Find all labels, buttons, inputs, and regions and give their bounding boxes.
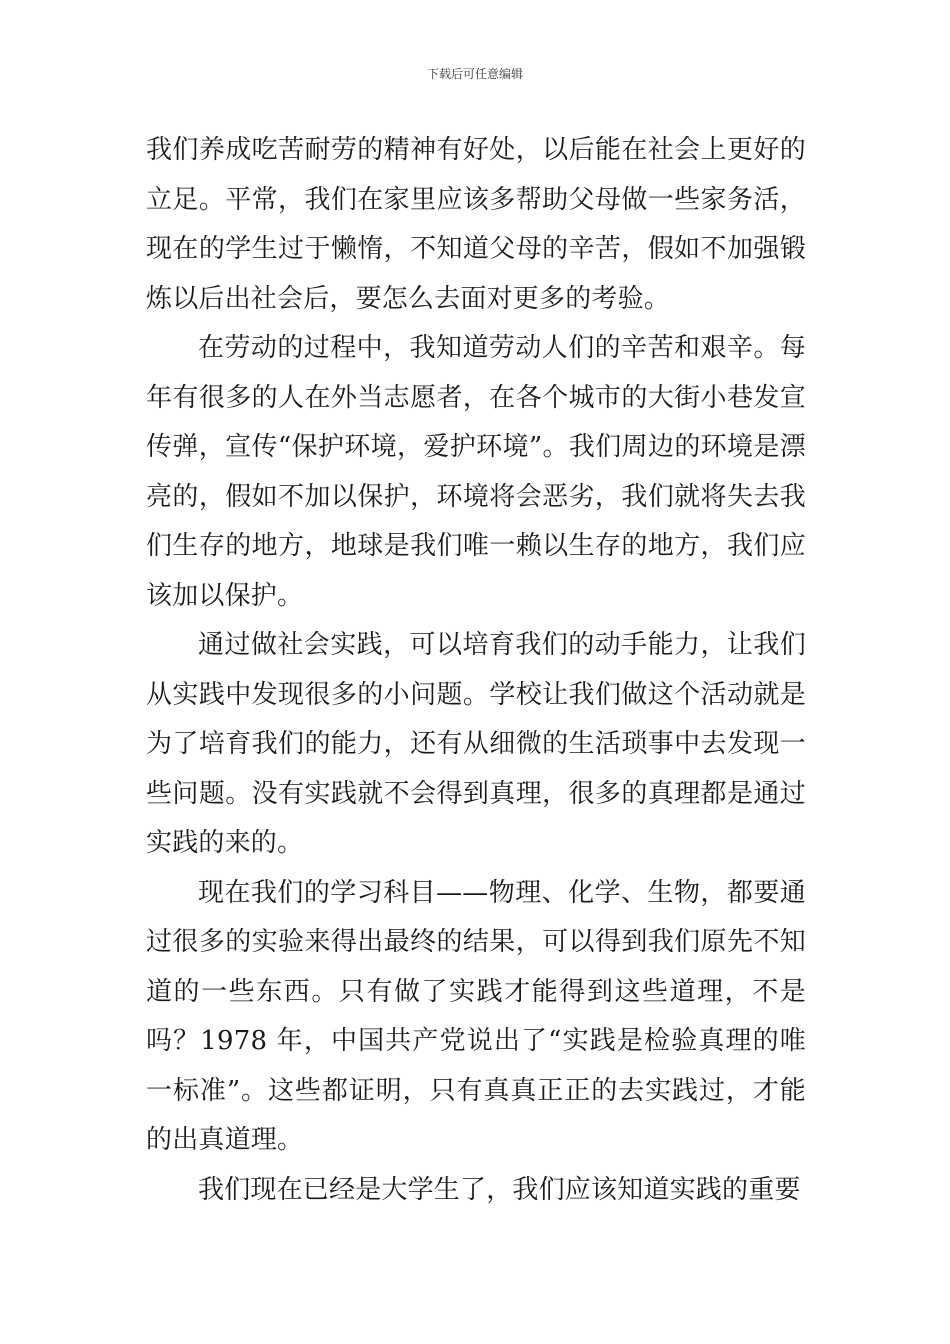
header-note: 下载后可任意编辑 <box>426 67 523 81</box>
paragraph-3: 通过做社会实践，可以培育我们的动手能力，让我们从实践中发现很多的小问题。学校让我们做这个活动就是为了培育我们的能力，还有从细微的生活琐事中去发现一些问题。没有实践就不会得到真理，很多的真理都是通过实践的来的。 <box>146 630 806 858</box>
document-body <box>146 126 806 1215</box>
paragraph-5: 我们现在已经是大学生了，我们应该知道实践的重要 <box>198 1174 801 1205</box>
paragraph-4: 现在我们的学习科目——物理、化学、生物，都要通过很多的实验来得出最终的结果，可以得到我们原先不知道的一些东西。只有做了实践才能得到这些道理，不是吗？1978 年，中国共产党说出了“实践是检验真理的唯一标准”。这些都证明，只有真真正正的去实践过，才能的出真道理。 <box>146 877 806 1155</box>
paragraph-2: 在劳动的过程中，我知道劳动人们的辛苦和艰辛。每年有很多的人在外当志愿者，在各个城市的大街小巷发宣传弹，宣传“保护环境，爱护环境”。我们周边的环境是漂亮的，假如不加以保护，环境将会恶劣，我们就将失去我们生存的地方，地球是我们唯一赖以生存的地方，我们应该加以保护。 <box>146 333 806 611</box>
paragraph-1: 我们养成吃苦耐劳的精神有好处，以后能在社会上更好的立足。平常，我们在家里应该多帮助父母做一些家务活，现在的学生过于懒惰，不知道父母的辛苦，假如不加强锻炼以后出社会后，要怎么去面对更多的考验。 <box>146 135 806 314</box>
